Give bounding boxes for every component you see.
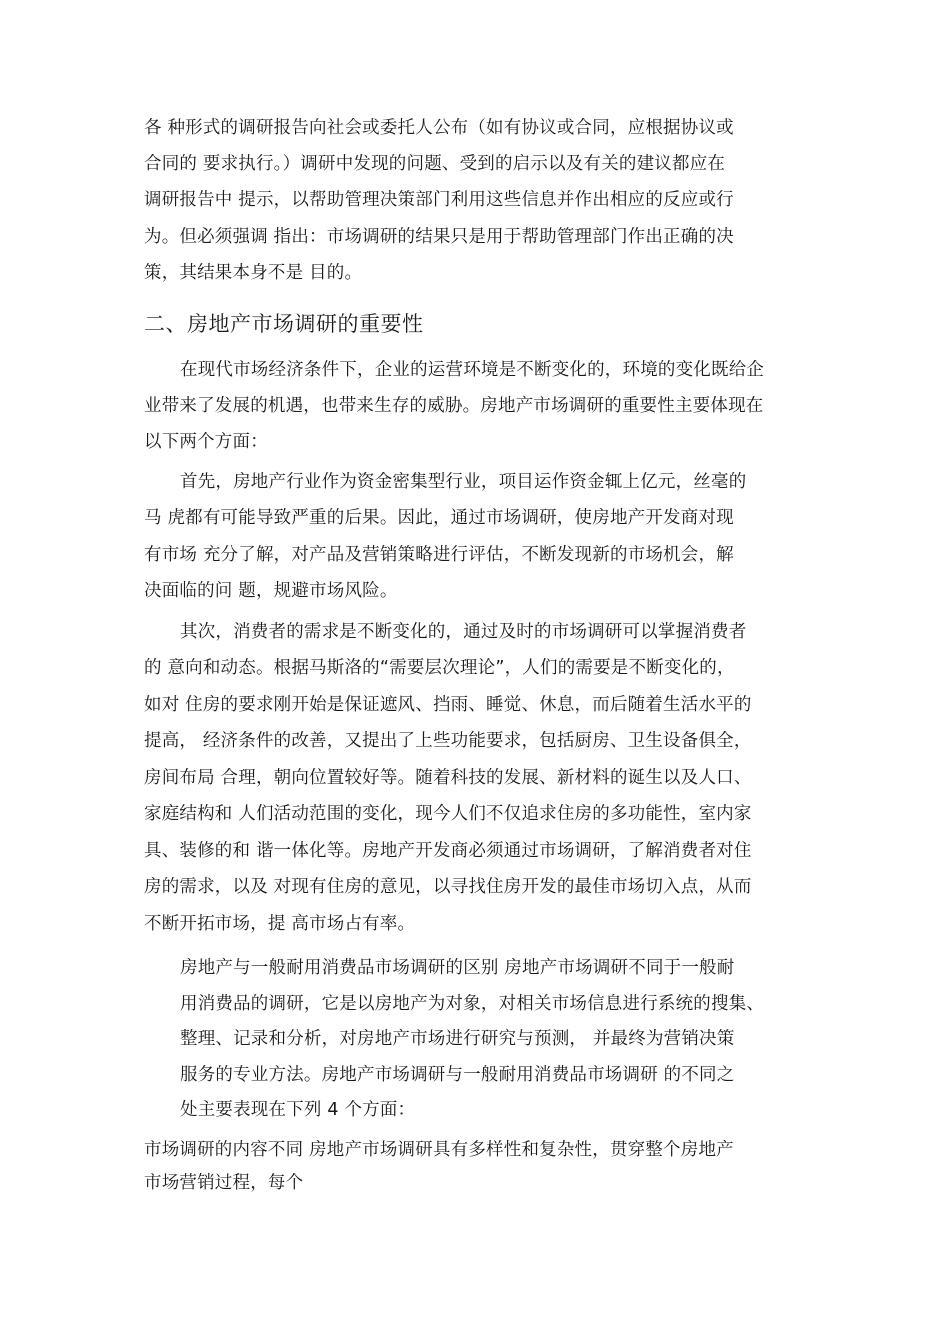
second-line-8: 房的需求，以及 对现有住房的意见，以寻找住房开发的最佳市场切入点，从而 (144, 877, 752, 897)
importance-line-1: 在现代市场经济条件下，企业的运营环境是不断变化的，环境的变化既给企 (180, 360, 765, 380)
second-line-3: 如对 住房的要求刚开始是保证遮风、挡雨、睡觉、休息，而后随着生活水平的 (144, 695, 752, 715)
intro-line-5: 策，其结果本身不是 目的。 (144, 263, 363, 283)
intro-line-4: 为。但必须强调 指出：市场调研的结果只是用于帮助管理部门作出正确的决 (144, 227, 734, 247)
first-line-4: 决面临的问 题，规避市场风险。 (144, 581, 398, 601)
intro-line-3: 调研报告中 提示，以帮助管理决策部门利用这些信息并作出相应的反应或行 (144, 190, 734, 210)
first-line-1: 首先，房地产行业作为资金密集型行业，项目运作资金辄上亿元，丝毫的 (180, 472, 747, 492)
difference-line-5: 处主要表现在下列 4 个方面： (180, 1100, 416, 1120)
first-line-2: 马 虎都有可能导致严重的后果。因此，通过市场调研，使房地产开发商对现 (144, 508, 734, 528)
importance-line-3: 以下两个方面： (144, 432, 268, 452)
content-line-1: 市场调研的内容不同 房地产市场调研具有多样性和复杂性，贯穿整个房地产 (144, 1140, 734, 1160)
second-line-2: 的 意向和动态。根据马斯洛的“需要层次理论”，人们的需要是不断变化的， (144, 658, 735, 678)
intro-line-2: 合同的 要求执行。）调研中发现的问题、受到的启示以及有关的建议都应在 (144, 154, 726, 174)
importance-line-2: 业带来了发展的机遇，也带来生存的威胁。房地产市场调研的重要性主要体现在 (144, 396, 764, 416)
second-line-7: 具、装修的和 谐一体化等。房地产开发商必须通过市场调研，了解消费者对住 (144, 841, 752, 861)
section-heading: 二、房地产市场调研的重要性 (144, 312, 424, 336)
difference-line-2: 用消费品的调研，它是以房地产为对象，对相关市场信息进行系统的搜集、 (180, 994, 765, 1014)
second-line-6: 家庭结构和 人们活动范围的变化，现今人们不仅追求住房的多功能性，室内家 (144, 804, 752, 824)
difference-line-4: 服务的专业方法。房地产市场调研与一般耐用消费品市场调研 的不同之 (180, 1065, 735, 1085)
second-line-5: 房间布局 合理，朝向位置较好等。随着科技的发展、新材料的诞生以及人口、 (144, 768, 752, 788)
first-line-3: 有市场 充分了解，对产品及营销策略进行评估，不断发现新的市场机会，解 (144, 545, 734, 565)
difference-line-1: 房地产与一般耐用消费品市场调研的区别 房地产市场调研不同于一般耐 (180, 958, 735, 978)
difference-line-3: 整理、记录和分析，对房地产市场进行研究与预测， 并最终为营销决策 (180, 1029, 735, 1049)
content-line-2: 市场营销过程，每个 (144, 1173, 304, 1193)
second-line-9: 不断开拓市场，提 高市场占有率。 (144, 914, 416, 934)
second-line-4: 提高， 经济条件的改善，又提出了上些功能要求，包括厨房、卫生设备俱全， (144, 731, 752, 751)
intro-line-1: 各 种形式的调研报告向社会或委托人公布（如有协议或合同，应根据协议或 (144, 118, 734, 138)
second-line-1: 其次，消费者的需求是不断变化的，通过及时的市场调研可以掌握消费者 (180, 622, 747, 642)
